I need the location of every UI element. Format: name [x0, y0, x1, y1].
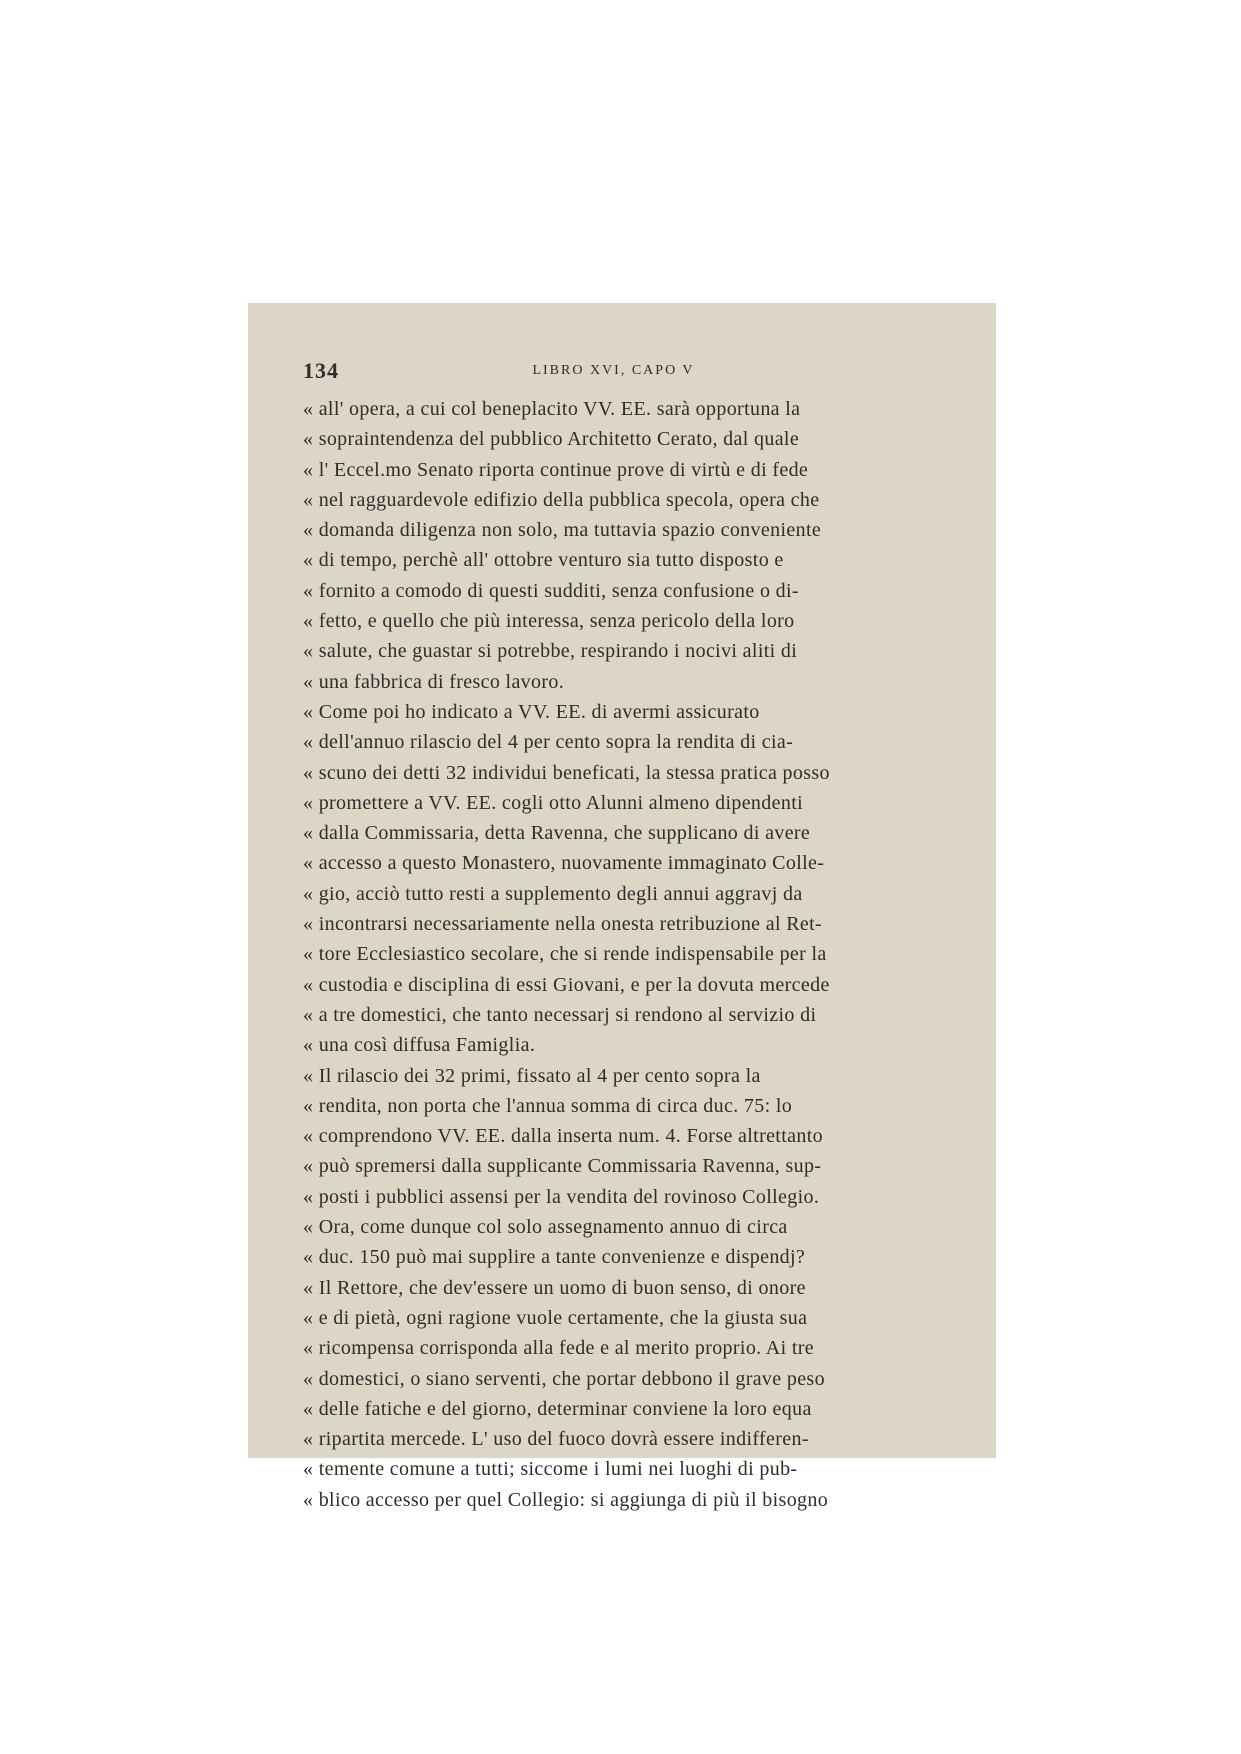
text-line: « custodia e disciplina di essi Giovani, e per la dovuta mercede [303, 973, 830, 996]
text-line: « Ora, come dunque col solo assegnamento annuo di circa [303, 1216, 788, 1239]
text-line: « all' opera, a cui col beneplacito VV. EE. sarà opportuna la [303, 398, 801, 420]
text-line: « Come poi ho indicato a VV. EE. di avermi assicurato [303, 700, 760, 723]
body-text [303, 394, 925, 1515]
text-line: « fetto, e quello che più interessa, senza pericolo della loro [303, 610, 795, 633]
text-line: « dalla Commissaria, detta Ravenna, che supplicano di avere [303, 822, 811, 845]
text-line: « nel ragguardevole edifizio della pubblica specola, opera che [303, 488, 820, 511]
page-header [303, 358, 924, 382]
text-line: « ricompensa corrisponda alla fede e al merito proprio. Ai tre [303, 1337, 814, 1360]
page-number: 134 [303, 358, 339, 383]
text-line: « fornito a comodo di questi sudditi, senza confusione o di- [303, 579, 799, 602]
text-line: « gio, acciò tutto resti a supplemento degli annui aggravj da [303, 882, 803, 905]
text-line: « rendita, non porta che l'annua somma di circa duc. 75: lo [303, 1094, 793, 1117]
text-line: « comprendono VV. EE. dalla inserta num. 4. Forse altrettanto [303, 1125, 823, 1148]
text-line: « di tempo, perchè all' ottobre venturo sia tutto disposto e [303, 549, 784, 572]
text-line: « salute, che guastar si potrebbe, respirando i nocivi aliti di [303, 640, 798, 663]
text-line: « accesso a questo Monastero, nuovamente immaginato Colle- [303, 852, 825, 875]
text-line: « domanda diligenza non solo, ma tuttavia spazio conveniente [303, 519, 822, 542]
text-line: « incontrarsi necessariamente nella onesta retribuzione al Ret- [303, 913, 823, 936]
text-line: « domestici, o siano serventi, che portar debbono il grave peso [303, 1367, 825, 1390]
text-line: « scuno dei detti 32 individui beneficati, la stessa pratica posso [303, 761, 830, 784]
text-line: « duc. 150 può mai supplire a tante convenienze e dispendj? [303, 1246, 806, 1269]
text-line: « ripartita mercede. L' uso del fuoco dovrà essere indifferen- [303, 1428, 809, 1451]
scanned-page [248, 303, 996, 1511]
text-line: « sopraintendenza del pubblico Architetto Cerato, dal quale [303, 428, 800, 451]
text-line: « una così diffusa Famiglia. [303, 1034, 536, 1057]
text-line: « una fabbrica di fresco lavoro. [303, 670, 565, 693]
text-line: « temente comune a tutti; siccome i lumi nei luoghi di pub- [303, 1458, 798, 1481]
text-line: « a tre domestici, che tanto necessarj si rendono al servizio di [303, 1003, 817, 1026]
text-line: « promettere a VV. EE. cogli otto Alunni almeno dipendenti [303, 791, 804, 814]
text-line: « l' Eccel.mo Senato riporta continue prove di virtù e di fede [303, 458, 809, 481]
text-line: « delle fatiche e del giorno, determinar conviene la loro equa [303, 1397, 812, 1420]
text-line: « può spremersi dalla supplicante Commissaria Ravenna, sup- [303, 1155, 822, 1178]
text-line: « dell'annuo rilascio del 4 per cento sopra la rendita di cia- [303, 731, 794, 754]
text-line: « blico accesso per quel Collegio: si aggiunga di più il bisogno [303, 1488, 829, 1511]
text-line: « Il rilascio dei 32 primi, fissato al 4 per cento sopra la [303, 1064, 761, 1087]
text-line: « e di pietà, ogni ragione vuole certamente, che la giusta sua [303, 1306, 808, 1329]
text-line: « posti i pubblici assensi per la vendita del rovinoso Collegio. [303, 1185, 820, 1208]
text-line: « Il Rettore, che dev'essere un uomo di buon senso, di onore [303, 1276, 806, 1299]
text-line: « tore Ecclesiastico secolare, che si rende indispensabile per la [303, 943, 827, 966]
running-head: LIBRO XVI, CAPO V [532, 363, 695, 378]
